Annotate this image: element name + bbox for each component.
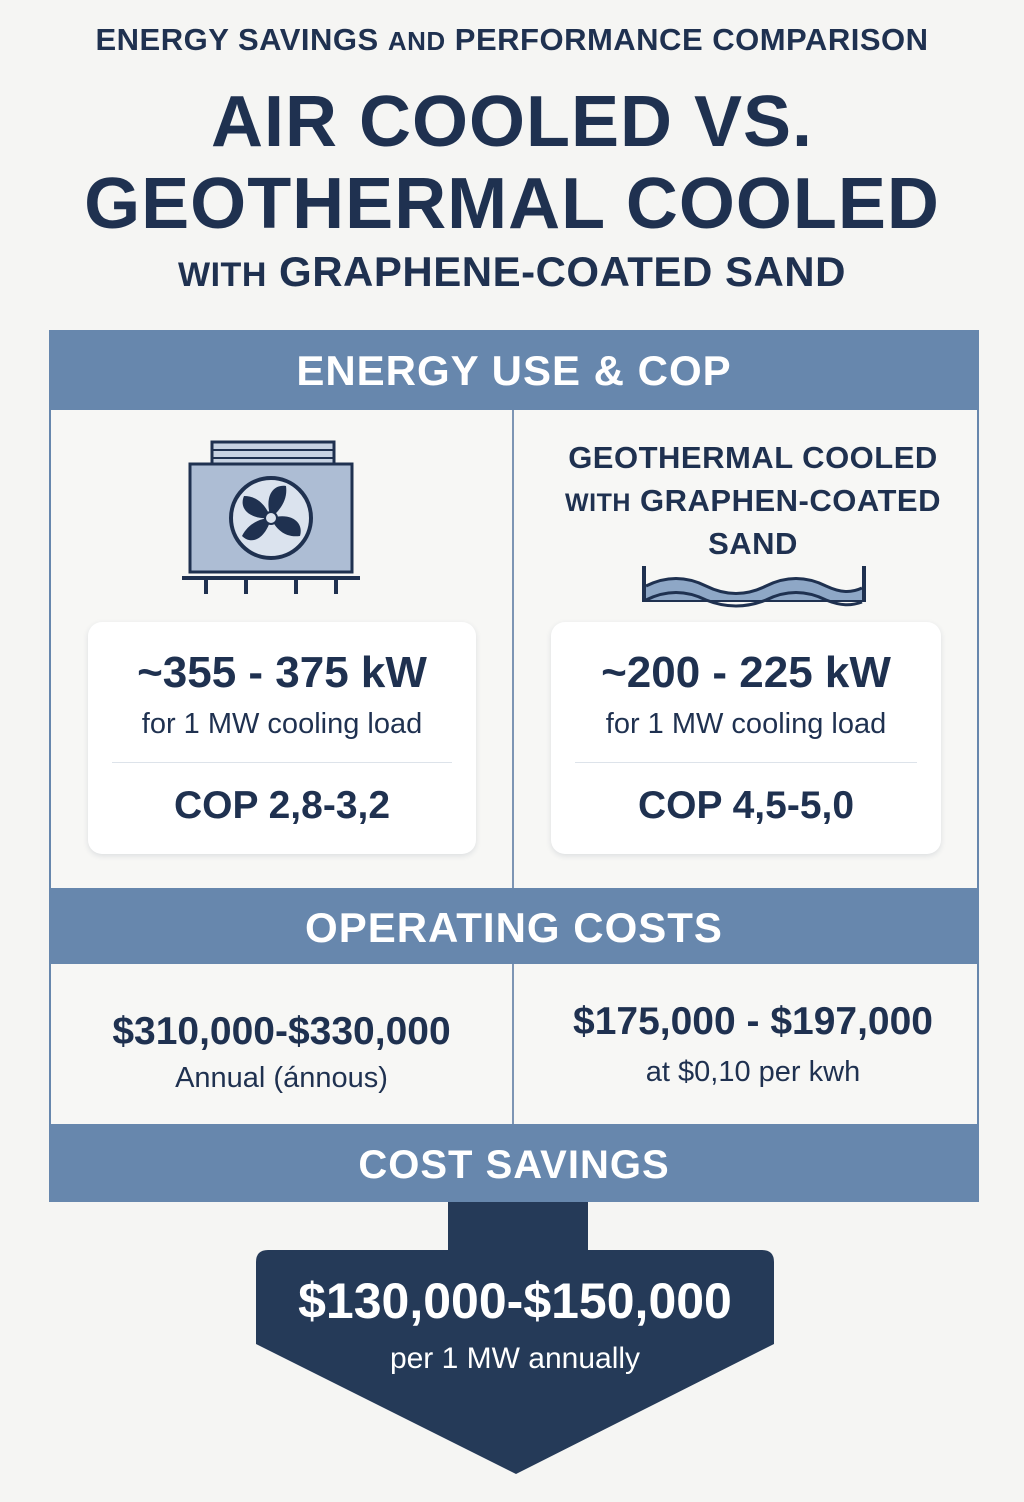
- kicker-part-3: PERFORMANCE COMPARISON: [454, 22, 929, 57]
- kicker-part-2: AND: [387, 26, 446, 56]
- geothermal-operating-cost: $175,000 - $197,000: [573, 1000, 933, 1043]
- geothermal-label-line-3: SAND: [708, 526, 798, 561]
- savings-amount: $130,000-$150,000: [298, 1273, 732, 1329]
- air-cooled-cop: COP 2,8-3,2: [173, 784, 391, 827]
- energy-use-heading: ENERGY USE & COP: [49, 330, 979, 410]
- page-title-line-1: AIR COOLED VS.: [210, 82, 814, 162]
- geothermal-power: ~200 - 225 kW: [601, 648, 891, 697]
- air-cooled-cost-note: Annual (ánnous): [175, 1062, 388, 1094]
- subtitle-part-2: GRAPHENE-COATED SAND: [279, 248, 846, 295]
- operating-costs-heading: OPERATING COSTS: [49, 888, 979, 964]
- subtitle-part-1: WITH: [178, 256, 267, 294]
- air-cooled-operating-cost: $310,000-$330,000: [112, 1010, 451, 1053]
- geothermal-load: for 1 MW cooling load: [605, 708, 887, 740]
- kicker-part-1: ENERGY SAVINGS: [95, 22, 379, 57]
- geothermal-cop: COP 4,5-5,0: [637, 784, 855, 827]
- geothermal-label-coating: GRAPHEN-COATED: [640, 483, 941, 518]
- geothermal-label-line-1: GEOTHERMAL COOLED: [568, 440, 938, 475]
- geothermal-label-with: WITH: [565, 489, 631, 517]
- page-title-line-2: GEOTHERMAL COOLED: [84, 164, 940, 244]
- geothermal-cost-note: at $0,10 per kwh: [645, 1056, 861, 1088]
- air-cooled-load: for 1 MW cooling load: [141, 708, 423, 740]
- savings-note: per 1 MW annually: [389, 1342, 641, 1375]
- cost-savings-heading: COST SAVINGS: [49, 1124, 979, 1202]
- air-cooled-power: ~355 - 375 kW: [137, 648, 427, 697]
